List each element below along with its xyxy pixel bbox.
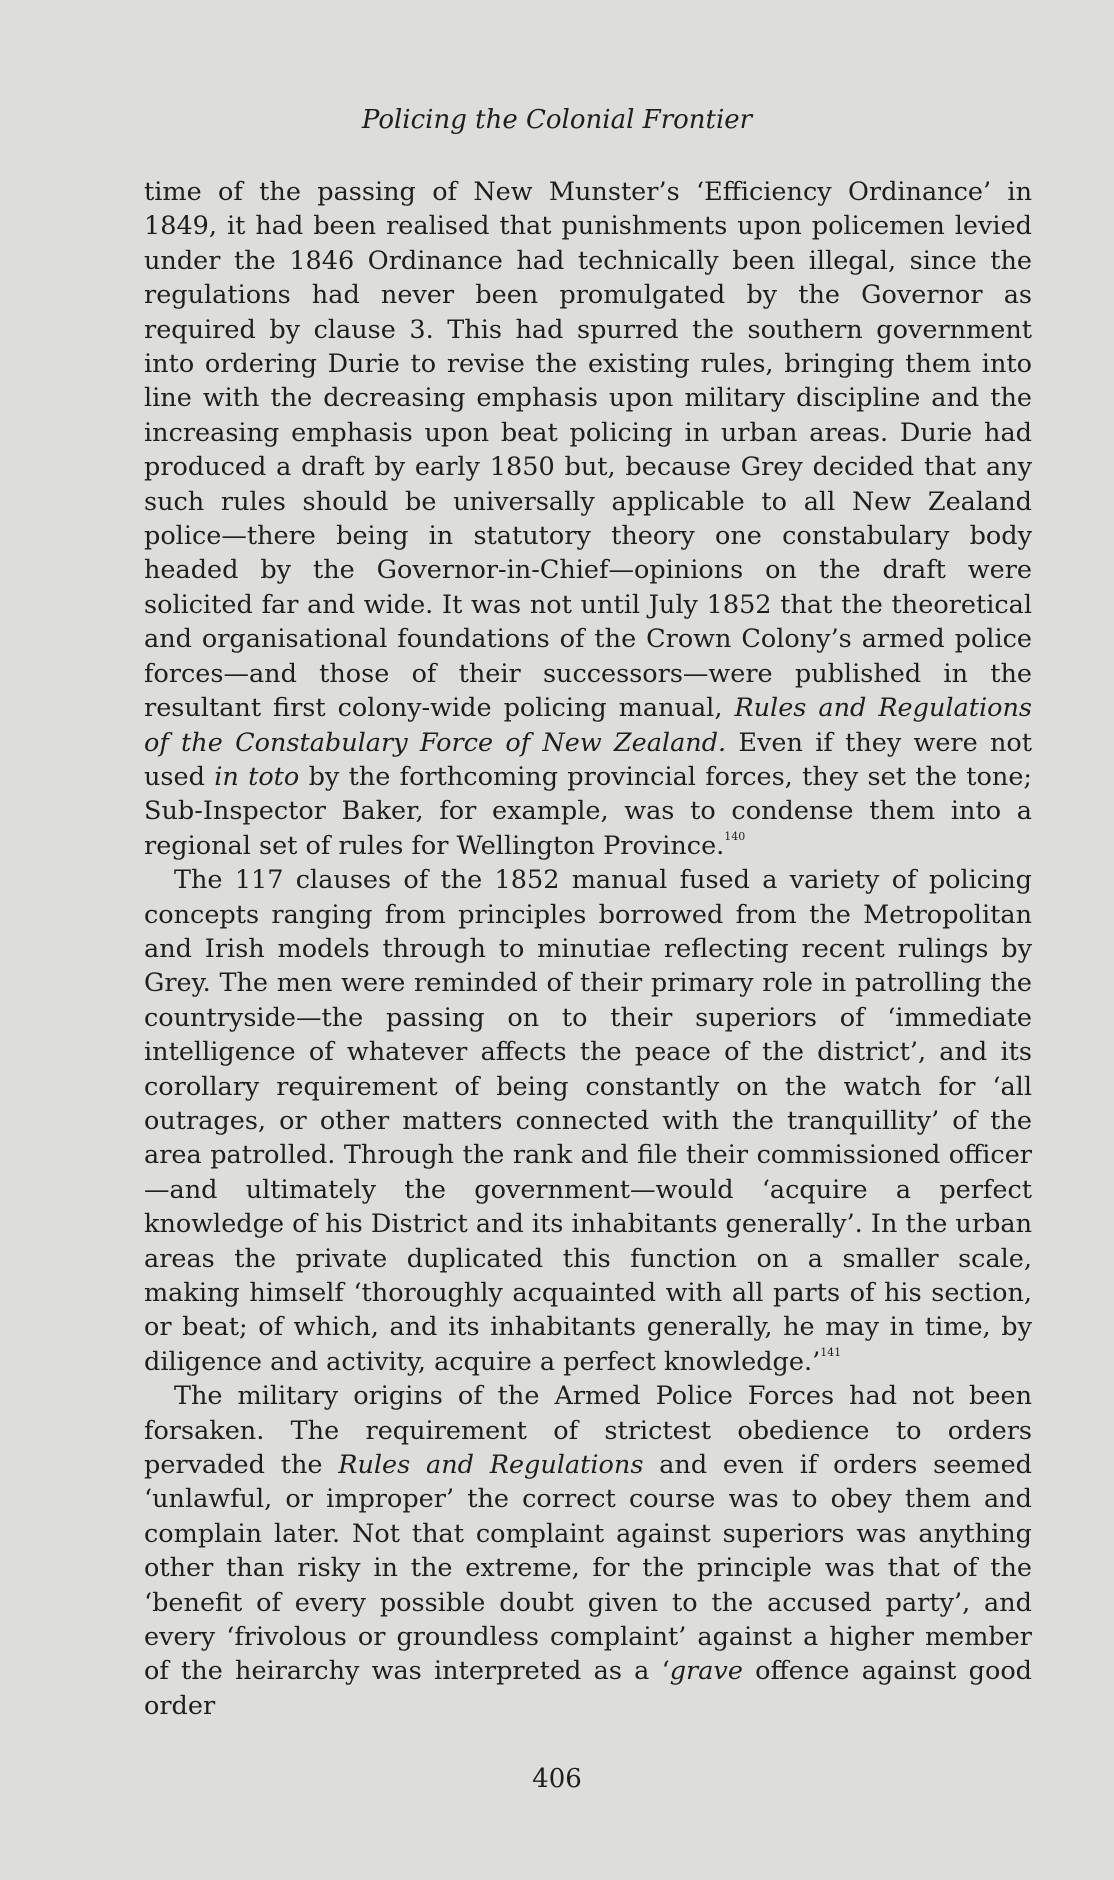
text-run: Even if they were not used bbox=[144, 727, 1032, 792]
page-number: 406 bbox=[532, 1764, 582, 1794]
italic-text: Rules and Regulations bbox=[338, 1450, 644, 1481]
text-run: The 117 clauses of the 1852 manual fused a variety of policing concepts ranging from principles borrowed from the Metropolitan and Irish models through to minutiae reflecting recent rulings by Grey. The men were reminded of their primary role in patrolling the countryside—the passing on to their superiors of ‘immediate intelligence of whatever affects the peace of the district’, and its corollary requirement of being constantly on the watch for ‘all outrages, or other matters connected with the tranquillity’ of the area patrolled. Through the rank and file their commissioned officer—and ultimately the government—would ‘acquire a perfect knowledge of his District and its inhabitants generally’. In the urban areas the private duplicated this function on a smaller scale, making himself ‘thoroughly acquainted with all parts of his section, or beat; of which, and its inhabitants generally, he may in time, by diligence and activity, acquire a perfect knowledge.’ bbox=[144, 865, 1032, 1377]
running-head: Policing the Colonial Frontier bbox=[361, 105, 753, 135]
text-run: by the forthcoming provincial forces, they set the tone; Sub-Inspector Baker, for example, was to condense them into a regional set of rules for Wellington Province. bbox=[144, 761, 1033, 861]
footnote-marker: 141 bbox=[820, 1345, 842, 1359]
text-run: The military origins of the Armed Police Forces had not been forsaken. The requirement of strictest obedience to orders pervaded the bbox=[144, 1381, 1032, 1481]
text-run: time of the passing of New Munster’s ‘Efficiency Ordinance’ in 1849, it had been realised that punishments upon policemen levied under the 1846 Ordinance had technically been illegal, since the regulations had never been promulgated by the Governor as required by clause 3. This had spurred the southern government into ordering Durie to revise the existing rules, bringing them into line with the decreasing emphasis upon military discipline and the increasing emphasis upon beat policing in urban areas. Durie had produced a draft by early 1850 but, because Grey decided that any such rules should be universally applicable to all New Zealand police—there being in statutory theory one constabulary body headed by the Governor-in-Chief—opinions on the draft were solicited far and wide. It was not until July 1852 that the theoretical and organisational foundations of the Crown Colony’s armed police forces—and those of their successors—were published in the resultant first colony-wide policing manual, bbox=[144, 177, 1032, 724]
paragraph bbox=[144, 1379, 1032, 1723]
paragraph bbox=[144, 863, 1032, 1379]
text-run: offence against good order bbox=[144, 1656, 1032, 1721]
body-text bbox=[144, 175, 1032, 1723]
text-run: and even if orders seemed ‘unlawful, or improper’ the correct course was to obey them and complain later. Not that complaint against superiors was anything other than risky in the extreme, for the principle was that of the ‘benefit of every possible doubt given to the accused party’, and every ‘frivolous or groundless complaint’ against a higher member of the heirarchy was interpreted as a ‘ bbox=[144, 1450, 1032, 1687]
italic-text: Rules and Regulations of the Constabulary Force of New Zealand. bbox=[144, 693, 1032, 758]
footnote-marker: 140 bbox=[724, 829, 746, 843]
italic-text: grave bbox=[669, 1656, 743, 1687]
paragraph bbox=[144, 175, 1032, 863]
italic-text: in toto bbox=[214, 761, 300, 792]
